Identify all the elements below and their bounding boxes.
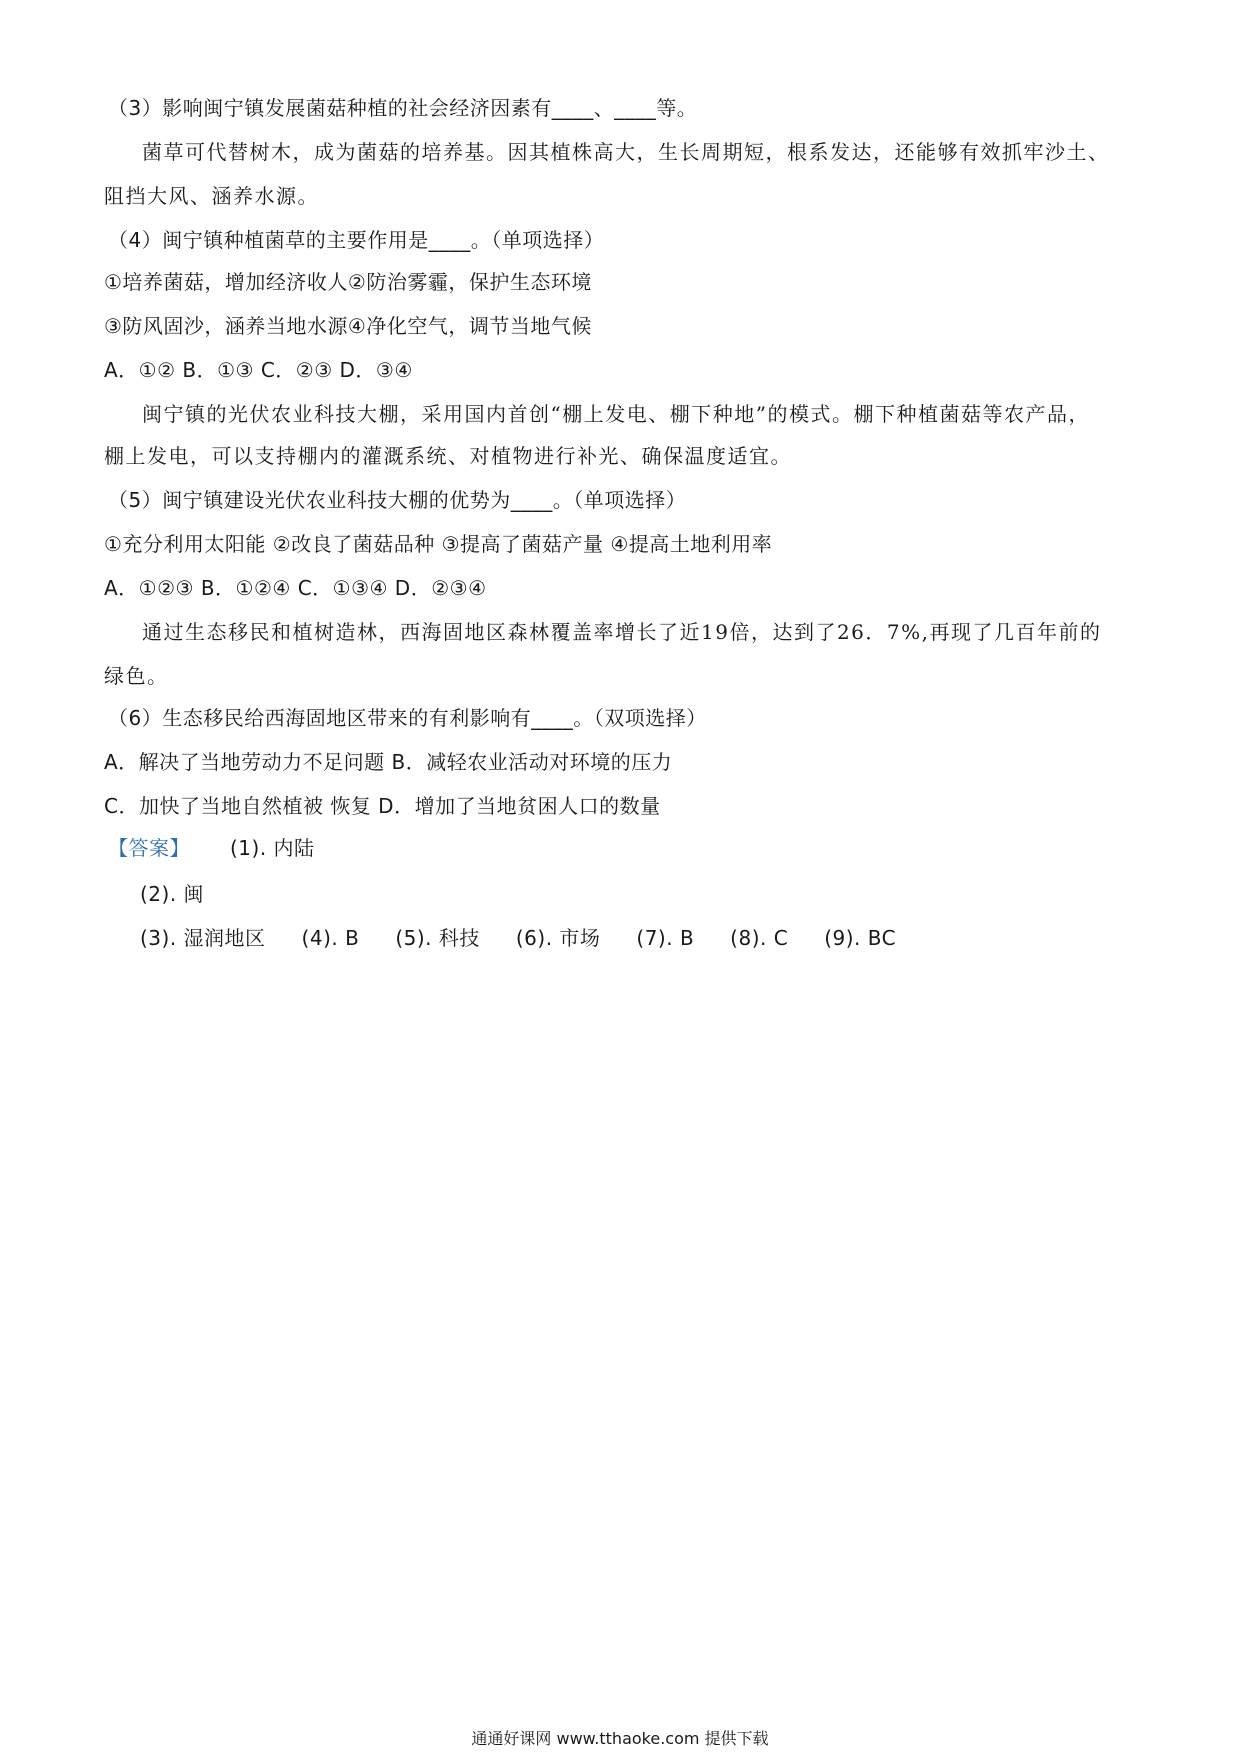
passage-3-line-1: 通过生态移民和植树造林，西海固地区森林覆盖率增长了近19倍，达到了26．7%,再现了几百年前的 xyxy=(142,620,1102,644)
passage-2-line-1: 闽宁镇的光伏农业科技大棚，采用国内首创“棚上发电、棚下种地”的模式。棚下种植菌菇等农产品， xyxy=(142,402,1090,426)
answer-8: (8). C xyxy=(730,926,789,950)
question-5-options: ①充分利用太阳能 ②改良了菌菇品种 ③提高了菌菇产量 ④提高土地利用率 xyxy=(104,532,773,556)
page-footer-credit: 通通好课网 www.tthaoke.com 提供下载 xyxy=(471,1729,769,1748)
question-6: （6）生态移民给西海固地区带来的有利影响有____。（双项选择） xyxy=(108,706,707,730)
answer-3: (3). 湿润地区 xyxy=(140,926,266,950)
question-4: （4）闽宁镇种植菌草的主要作用是____。（单项选择） xyxy=(108,228,605,252)
question-3: （3）影响闽宁镇发展菌菇种植的社会经济因素有____、____等。 xyxy=(108,96,698,120)
answer-7: (7). B xyxy=(636,926,695,950)
question-6-choices-row-1: A．解决了当地劳动力不足问题 B．减轻农业活动对环境的压力 xyxy=(104,750,673,774)
question-4-choices: A．①② B．①③ C．②③ D．③④ xyxy=(104,358,413,382)
question-6-choices-row-2: C．加快了当地自然植被 恢复 D．增加了当地贫困人口的数量 xyxy=(104,794,661,818)
question-5-choices: A．①②③ B．①②④ C．①③④ D．②③④ xyxy=(104,576,487,600)
passage-2-line-2: 棚上发电，可以支持棚内的灌溉系统、对植物进行补光、确保温度适宜。 xyxy=(104,444,792,468)
answer-line-3 xyxy=(140,924,932,952)
answer-2: (2). 闽 xyxy=(140,882,205,906)
answer-9: (9). BC xyxy=(824,926,897,950)
passage-3-line-2: 绿色。 xyxy=(104,664,169,688)
answer-5: (5). 科技 xyxy=(395,926,480,950)
passage-1-line-1: 菌草可代替树木，成为菌菇的培养基。因其植株高大，生长周期短，根系发达，还能够有效抓牢沙土、 xyxy=(142,140,1110,164)
answer-line-1 xyxy=(108,834,315,862)
answer-6: (6). 市场 xyxy=(515,926,601,950)
answer-1: (1). 内陆 xyxy=(230,836,315,860)
question-4-options-line-2: ③防风固沙，涵养当地水源④净化空气，调节当地气候 xyxy=(104,314,592,338)
question-4-options-line-1: ①培养菌菇，增加经济收人②防治雾霾，保护生态环境 xyxy=(104,270,592,294)
passage-1-line-2: 阻挡大风、涵养水源。 xyxy=(104,184,319,208)
answer-4: (4). B xyxy=(301,926,360,950)
question-5: （5）闽宁镇建设光伏农业科技大棚的优势为____。（单项选择） xyxy=(108,488,687,512)
answer-tag: 【答案】 xyxy=(108,836,190,860)
